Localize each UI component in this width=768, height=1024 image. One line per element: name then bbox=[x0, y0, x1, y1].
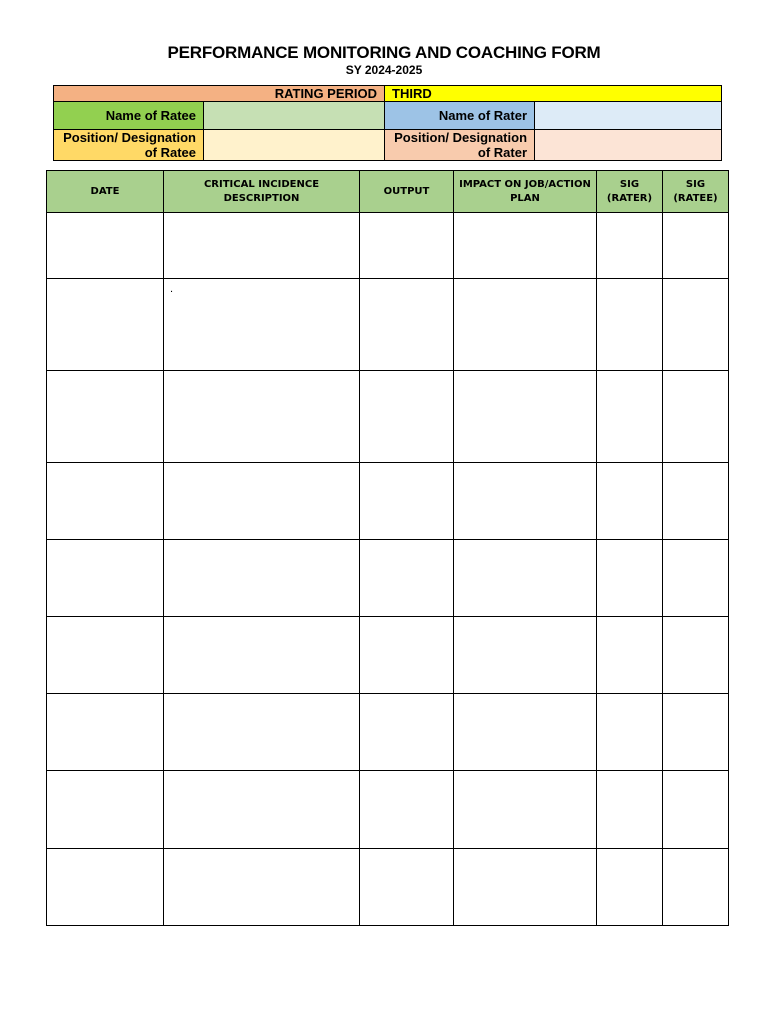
date-cell[interactable] bbox=[47, 463, 164, 540]
output-cell[interactable] bbox=[360, 279, 454, 371]
position-ratee-label: Position/ Designation of Ratee bbox=[54, 130, 204, 161]
sig-rater-cell[interactable] bbox=[597, 463, 663, 540]
name-of-rater-label: Name of Rater bbox=[385, 102, 535, 130]
table-row bbox=[47, 279, 729, 371]
critical-incidence-cell[interactable]: . bbox=[164, 279, 360, 371]
col-header-sig-rater: SIG (RATER) bbox=[597, 171, 663, 213]
sig-rater-cell[interactable] bbox=[597, 617, 663, 694]
school-year: SY 2024-2025 bbox=[345, 63, 423, 77]
sig-rater-cell[interactable] bbox=[597, 694, 663, 771]
table-row bbox=[47, 694, 729, 771]
position-ratee-field[interactable] bbox=[204, 130, 385, 161]
position-rater-label: Position/ Designation of Rater bbox=[385, 130, 535, 161]
sig-rater-cell[interactable] bbox=[597, 213, 663, 279]
rating-period-value[interactable]: THIRD bbox=[385, 86, 722, 102]
rating-period-label: RATING PERIOD bbox=[54, 86, 385, 102]
sig-ratee-cell[interactable] bbox=[663, 540, 729, 617]
table-row bbox=[47, 617, 729, 694]
info-table bbox=[53, 85, 722, 161]
name-of-ratee-label: Name of Ratee bbox=[54, 102, 204, 130]
critical-incidence-cell[interactable] bbox=[164, 371, 360, 463]
col-header-sig-ratee: SIG (RATEE) bbox=[663, 171, 729, 213]
output-cell[interactable] bbox=[360, 849, 454, 926]
sig-ratee-cell[interactable] bbox=[663, 371, 729, 463]
output-cell[interactable] bbox=[360, 463, 454, 540]
col-header-date: DATE bbox=[47, 171, 164, 213]
critical-incidence-cell[interactable] bbox=[164, 540, 360, 617]
output-cell[interactable] bbox=[360, 540, 454, 617]
critical-incidence-cell[interactable] bbox=[164, 463, 360, 540]
name-of-ratee-field[interactable] bbox=[204, 102, 385, 130]
output-cell[interactable] bbox=[360, 694, 454, 771]
sig-ratee-cell[interactable] bbox=[663, 694, 729, 771]
critical-incidence-cell[interactable] bbox=[164, 694, 360, 771]
critical-incidence-cell[interactable] bbox=[164, 849, 360, 926]
date-cell[interactable] bbox=[47, 617, 164, 694]
sig-ratee-cell[interactable] bbox=[663, 849, 729, 926]
sig-rater-cell[interactable] bbox=[597, 540, 663, 617]
positions-row bbox=[54, 130, 722, 161]
date-cell[interactable] bbox=[47, 371, 164, 463]
position-rater-field[interactable] bbox=[535, 130, 722, 161]
output-cell[interactable] bbox=[360, 617, 454, 694]
impact-cell[interactable] bbox=[454, 540, 597, 617]
impact-cell[interactable] bbox=[454, 849, 597, 926]
impact-cell[interactable] bbox=[454, 371, 597, 463]
date-cell[interactable] bbox=[47, 279, 164, 371]
col-header-critical-incidence: CRITICAL INCIDENCE DESCRIPTION bbox=[164, 171, 360, 213]
col-header-output: OUTPUT bbox=[360, 171, 454, 213]
sig-ratee-cell[interactable] bbox=[663, 617, 729, 694]
impact-cell[interactable] bbox=[454, 617, 597, 694]
table-row bbox=[47, 849, 729, 926]
sig-ratee-cell[interactable] bbox=[663, 771, 729, 849]
output-cell[interactable] bbox=[360, 771, 454, 849]
date-cell[interactable] bbox=[47, 849, 164, 926]
impact-cell[interactable] bbox=[454, 463, 597, 540]
impact-cell[interactable] bbox=[454, 213, 597, 279]
col-header-impact: IMPACT ON JOB/ACTION PLAN bbox=[454, 171, 597, 213]
sig-rater-cell[interactable] bbox=[597, 849, 663, 926]
table-row bbox=[47, 371, 729, 463]
table-row bbox=[47, 463, 729, 540]
names-row bbox=[54, 102, 722, 130]
date-cell[interactable] bbox=[47, 694, 164, 771]
sig-ratee-cell[interactable] bbox=[663, 213, 729, 279]
impact-cell[interactable] bbox=[454, 279, 597, 371]
impact-cell[interactable] bbox=[454, 771, 597, 849]
date-cell[interactable] bbox=[47, 540, 164, 617]
date-cell[interactable] bbox=[47, 771, 164, 849]
sig-ratee-cell[interactable] bbox=[663, 463, 729, 540]
coaching-log-table bbox=[46, 170, 729, 926]
output-cell[interactable] bbox=[360, 213, 454, 279]
table-row bbox=[47, 540, 729, 617]
critical-incidence-cell[interactable] bbox=[164, 213, 360, 279]
critical-incidence-cell[interactable] bbox=[164, 617, 360, 694]
table-row bbox=[47, 213, 729, 279]
output-cell[interactable] bbox=[360, 371, 454, 463]
sig-rater-cell[interactable] bbox=[597, 771, 663, 849]
sig-rater-cell[interactable] bbox=[597, 371, 663, 463]
name-of-rater-field[interactable] bbox=[535, 102, 722, 130]
impact-cell[interactable] bbox=[454, 694, 597, 771]
sig-rater-cell[interactable] bbox=[597, 279, 663, 371]
sig-ratee-cell[interactable] bbox=[663, 279, 729, 371]
table-row bbox=[47, 771, 729, 849]
form-title: PERFORMANCE MONITORING AND COACHING FORM bbox=[167, 43, 601, 62]
critical-incidence-cell[interactable] bbox=[164, 771, 360, 849]
log-header-row bbox=[47, 171, 729, 213]
date-cell[interactable] bbox=[47, 213, 164, 279]
rating-period-row bbox=[54, 86, 722, 102]
